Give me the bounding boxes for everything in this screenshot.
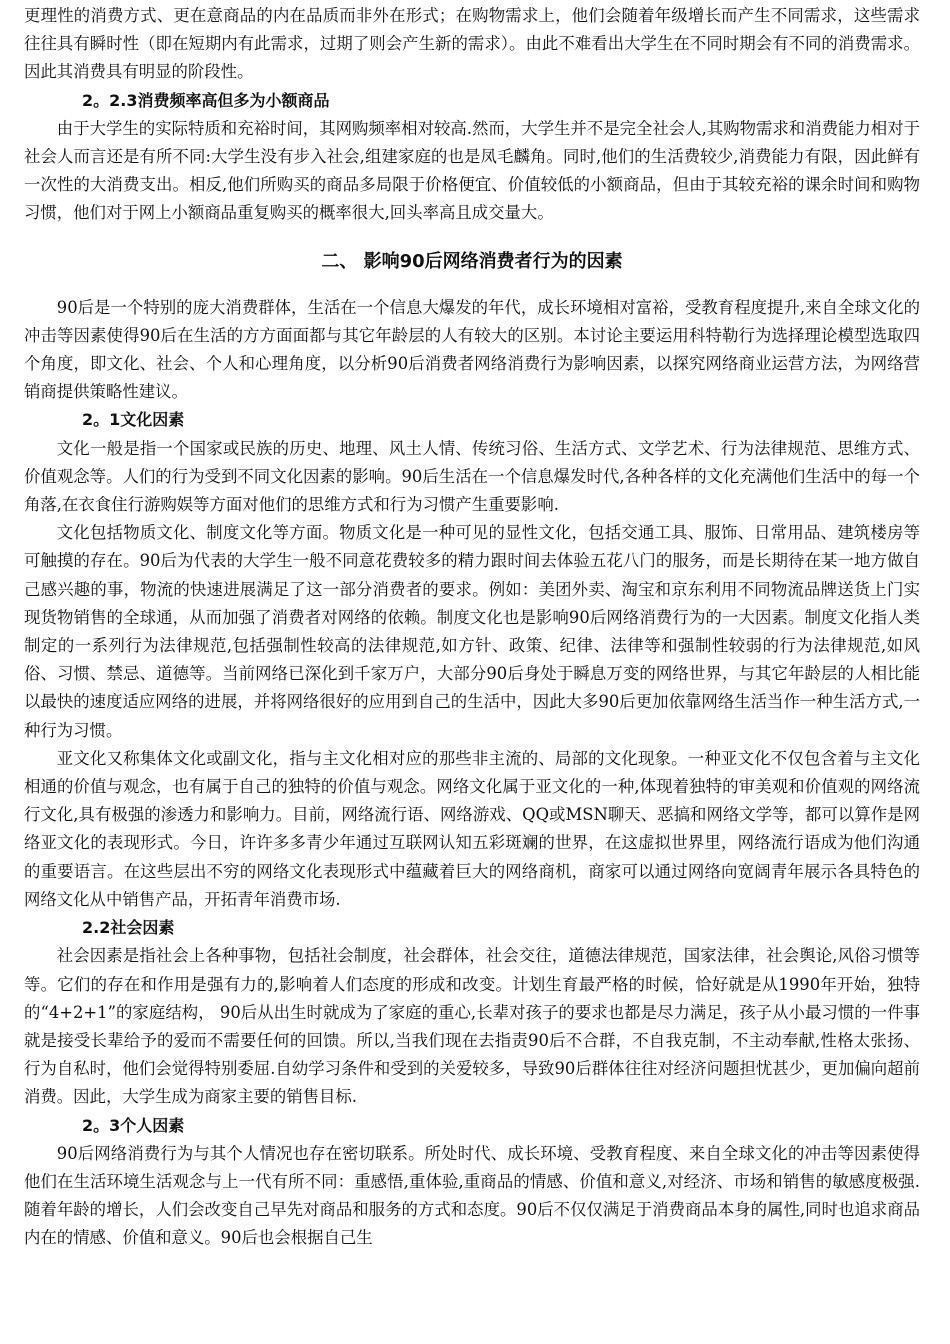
subheading: 2.2社会因素 — [82, 918, 175, 938]
paragraph: 文化一般是指一个国家或民族的历史、地理、风土人情、传统习俗、生活方式、文学艺术、行为法律规范、思维方式、价值观念等。人们的行为受到不同文化因素的影响。90后生活在一个信息爆发时代,各种各样的文化充满他们生活中的每一个角落,在衣食住行游购娱等方面对他们的思维方式和行为习惯产生重要影响. — [24, 438, 920, 515]
paragraph: 由于大学生的实际特质和充裕时间，其网购频率相对较高.然而，大学生并不是完全社会人,其购物需求和消费能力相对于社会人而言还是有所不同:大学生没有步入社会,组建家庭的也是凤毛麟角。同时,他们的生活费较少,消费能力有限，因此鲜有一次性的大消费支出。相反,他们所购买的商品多局限于价格便宜、价值较低的小额商品，但由于其较充裕的课余时间和购物习惯，他们对于网上小额商品重复购买的概率很大,回头率高且成交量大。 — [24, 118, 920, 223]
paragraph: 90后是一个特别的庞大消费群体，生活在一个信息大爆发的年代，成长环境相对富裕，受教育程度提升,来自全球文化的冲击等因素使得90后在生活的方方面面都与其它年龄层的人有较大的区别。本讨论主要运用科特勒行为选择理论模型选取四个角度，即文化、社会、个人和心理角度，以分析90后消费者网络消费行为影响因素，以探究网络商业运营方法，为网络营销商提供策略性建议。 — [24, 297, 920, 402]
paragraph: 文化包括物质文化、制度文化等方面。物质文化是一种可见的显性文化，包括交通工具、服饰、日常用品、建筑楼房等可触摸的存在。90后为代表的大学生一般不同意花费较多的精力跟时间去体验五花八门的服务，而是长期待在某一地方做自己感兴趣的事，物流的快速进展满足了这一部分消费者的要求。例如：美团外卖、淘宝和京东利用不同物流品牌送货上门实现货物销售的全球通，从而加强了消费者对网络的依赖。制度文化也是影响90后网络消费行为的一大因素。制度文化指人类制定的一系列行为法律规范,包括强制性较高的法律规范,如方针、政策、纪律、法律等和强制性较弱的行为法律规范,如风俗、习惯、禁忌、道德等。当前网络已深化到千家万户，大部分90后身处于瞬息万变的网络世界，与其它年龄层的人相比能以最快的速度适应网络的进展，并将网络很好的应用到自己的生活中，因此大多90后更加依靠网络生活当作一种生活方式,一种行为习惯。 — [24, 523, 920, 740]
subheading: 2。1文化因素 — [82, 410, 185, 430]
paragraph: 更理性的消费方式、更在意商品的内在品质而非外在形式；在购物需求上，他们会随着年级增长而产生不同需求，这些需求往往具有瞬时性（即在短期内有此需求，过期了则会产生新的需求）。由此不难看出大学生在不同时期会有不同的消费需求。因此其消费具有明显的阶段性。 — [24, 6, 920, 82]
paragraph: 亚文化又称集体文化或副文化，指与主文化相对应的那些非主流的、局部的文化现象。一种亚文化不仅包含着与主文化相通的价值与观念，也有属于自己的独特的价值与观念。网络文化属于亚文化的一种,体现着独特的审美观和价值观的网络流行文化,具有极强的渗透力和影响力。目前，网络流行语、网络游戏、QQ或MSN聊天、恶搞和网络文学等，都可以算作是网络亚文化的表现形式。今日，许许多多青少年通过互联网认知五彩斑斓的世界，在这虚拟世界里，网络流行语成为他们沟通的重要语言。在这些层出不穷的网络文化表现形式中蕴藏着巨大的网络商机，商家可以通过网络向宽阔青年展示各具特色的网络文化从中销售产品，开拓青年消费市场. — [24, 748, 920, 909]
paragraph: 社会因素是指社会上各种事物，包括社会制度，社会群体，社会交往，道德法律规范，国家法律，社会舆论,风俗习惯等等。它们的存在和作用是强有力的,影响着人们态度的形成和改变。计划生育最严格的时候，恰好就是从1990年开始，独特的“4+2+1”的家庭结构， 90后从出生时就成为了家庭的重心,长辈对孩子的要求也都是尽力满足，孩子从小最习惯的一件事就是接受长辈给予的爱而不需要任何的回馈。所以,当我们现在去指责90后不合群，不自我克制，不主动奉献,性格太张扬、行为自私时，他们会觉得特别委屈.自幼学习条件和受到的关爱较多，导致90后群体往往对经济问题担忧甚少，更加偏向超前消费。因此，大学生成为商家主要的销售目标. — [24, 946, 920, 1107]
paragraph: 90后网络消费行为与其个人情况也存在密切联系。所处时代、成长环境、受教育程度、来自全球文化的冲击等因素使得他们在生活环境生活观念与上一代有所不同：重感悟,重体验,重商品的情感、价值和意义,对经济、市场和销售的敏感度极强.随着年龄的增长，人们会改变自己早先对商品和服务的方式和态度。90后不仅仅满足于消费商品本身的属性,同时也追求商品内在的情感、价值和意义。90后也会根据自己生 — [24, 1143, 920, 1248]
subheading: 2。2.3消费频率高但多为小额商品 — [82, 90, 330, 110]
subheading: 2。3个人因素 — [82, 1115, 185, 1135]
section-heading: 二、 影响90后网络消费者行为的因素 — [321, 250, 623, 272]
